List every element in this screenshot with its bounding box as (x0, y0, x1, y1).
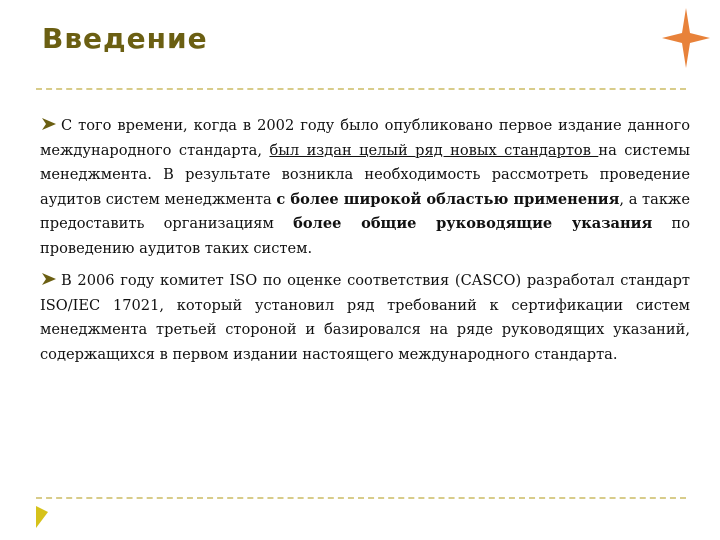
paragraph-1-text-end: по проведению аудитов таких систем. (40, 215, 690, 257)
paragraph-1-text-mid: на системы менеджмента. В результате возникла необходимость рассмотреть проведение аудитов систем менеджмента (40, 141, 690, 208)
corner-triangle-icon (36, 506, 48, 528)
paragraph-1-bold-1: с более широкой областью применения (276, 190, 620, 208)
slide-title: Введение (42, 22, 208, 55)
paragraph-1-underlined: был издан целый ряд новых стандартов (269, 141, 599, 159)
paragraph-2-text: В 2006 году комитет ISO по оценке соответствия (CASCO) разработал стандарт ISO/IEC 17021, который установил ряд требований к сертификации систем менеджмента третьей стороной и базировался на ряде руководящих указаний, содержащихся в первом издании настоящего международного стандарта. (40, 272, 690, 363)
slide-content (40, 114, 690, 375)
paragraph-2 (40, 269, 690, 367)
paragraph-1 (40, 114, 690, 261)
four-point-star-icon (662, 8, 710, 68)
paragraph-1-bold-2: более общие руководящие указания (293, 215, 653, 232)
arrow-bullet-icon (40, 117, 58, 131)
top-divider (36, 88, 686, 90)
arrow-bullet-icon (40, 272, 58, 286)
bottom-divider (36, 497, 686, 499)
paragraph-1-text-mid-2: , а также предоставить организациям (40, 190, 690, 232)
paragraph-1-text-start: С того времени, когда в 2002 году было опубликовано первое издание данного международного стандарта, (40, 117, 690, 159)
